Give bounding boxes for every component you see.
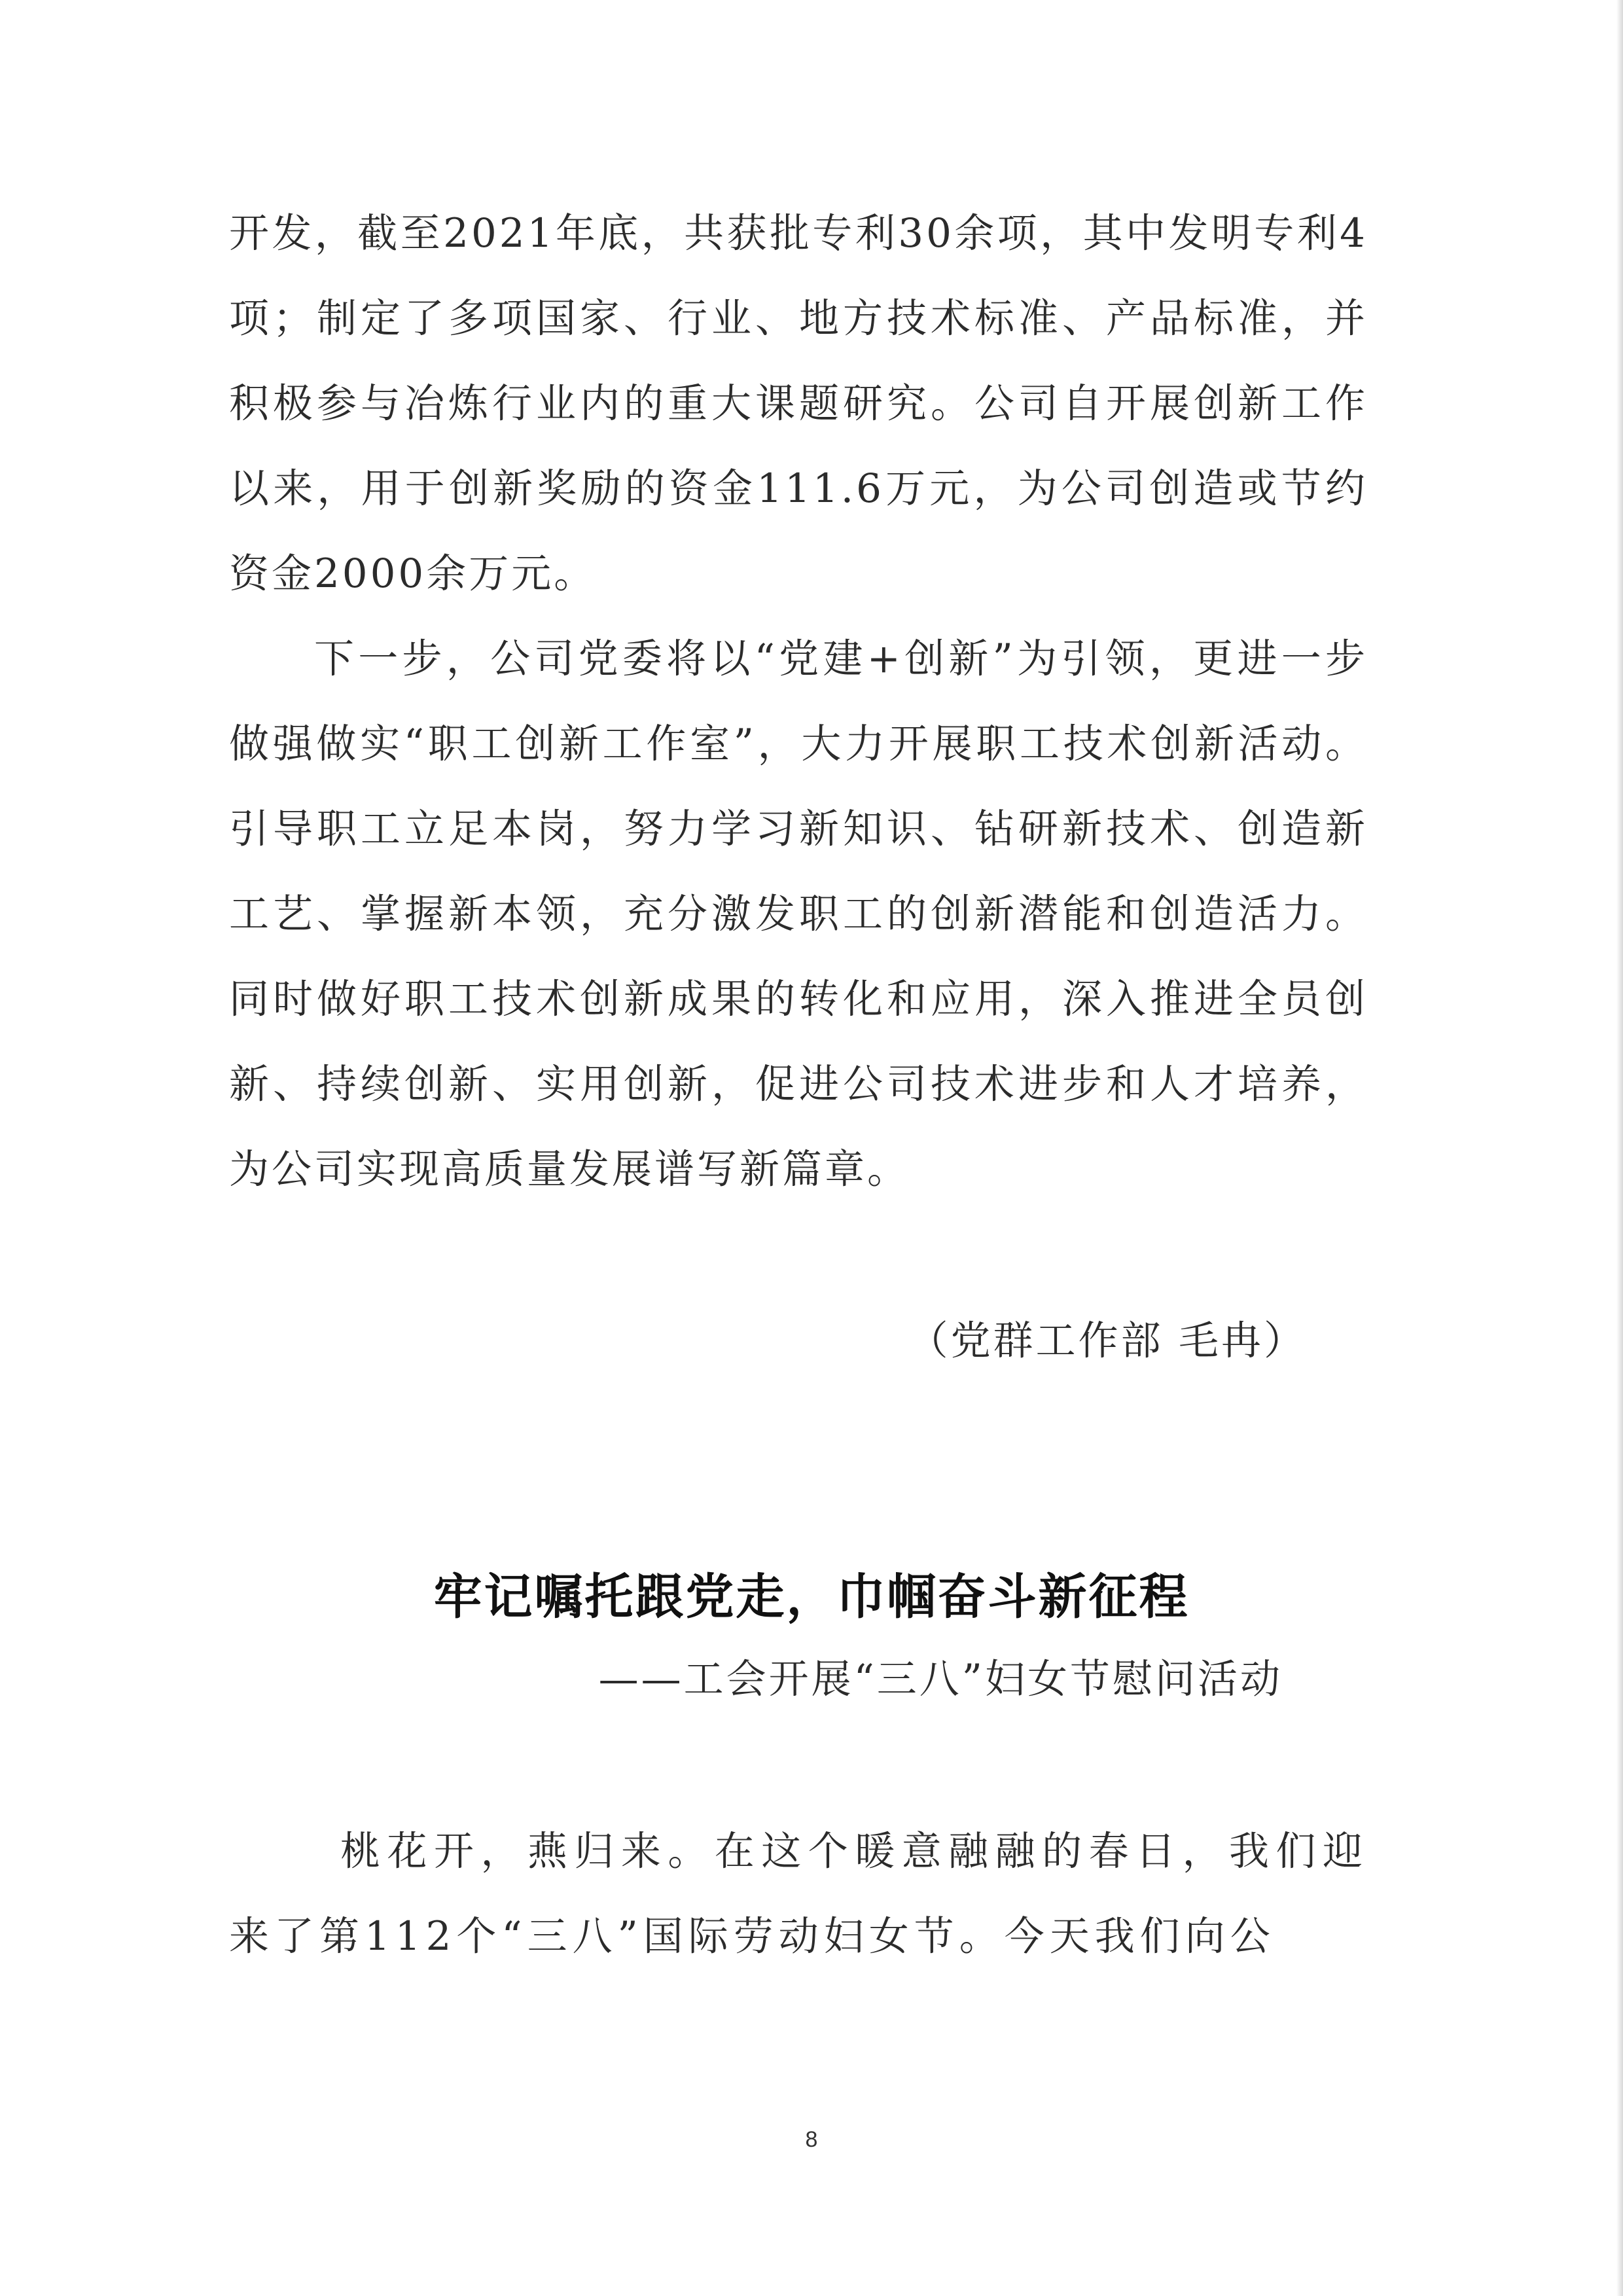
scan-edge-shadow [1616,0,1623,2296]
article-byline: （党群工作部 毛冉） [908,1318,1306,1364]
page-number: 8 [805,2127,818,2152]
paragraph-womens-day-intro: 桃花开，燕归来。在这个暖意融融的春日，我们迎来了第112个“三八”国际劳动妇女节。今天我们向公 [229,1828,1368,1960]
article-subtitle: ——工会开展“三八”妇女节慰问活动 [598,1656,1283,1702]
paragraph-innovation-results: 开发，截至2021年底，共获批专利30余项，其中发明专利4项；制定了多项国家、行业、地方技术标准、产品标准，并积极参与冶炼行业内的重大课题研究。公司自开展创新工作以来，用于创新奖励的资金111.6万元，为公司创造或节约资金2000余万元。 [229,210,1368,597]
article-title: 牢记嘱托跟党走，巾帼奋斗新征程 [433,1569,1190,1625]
paragraph-next-steps: 下一步，公司党委将以“党建+创新”为引领，更进一步做强做实“职工创新工作室”，大力开展职工技术创新活动。引导职工立足本岗，努力学习新知识、钻研新技术、创造新工艺、掌握新本领，充分激发职工的创新潜能和创造活力。同时做好职工技术创新成果的转化和应用，深入推进全员创新、持续创新、实用创新，促进公司技术进步和人才培养，为公司实现高质量发展谱写新篇章。 [229,636,1368,1193]
